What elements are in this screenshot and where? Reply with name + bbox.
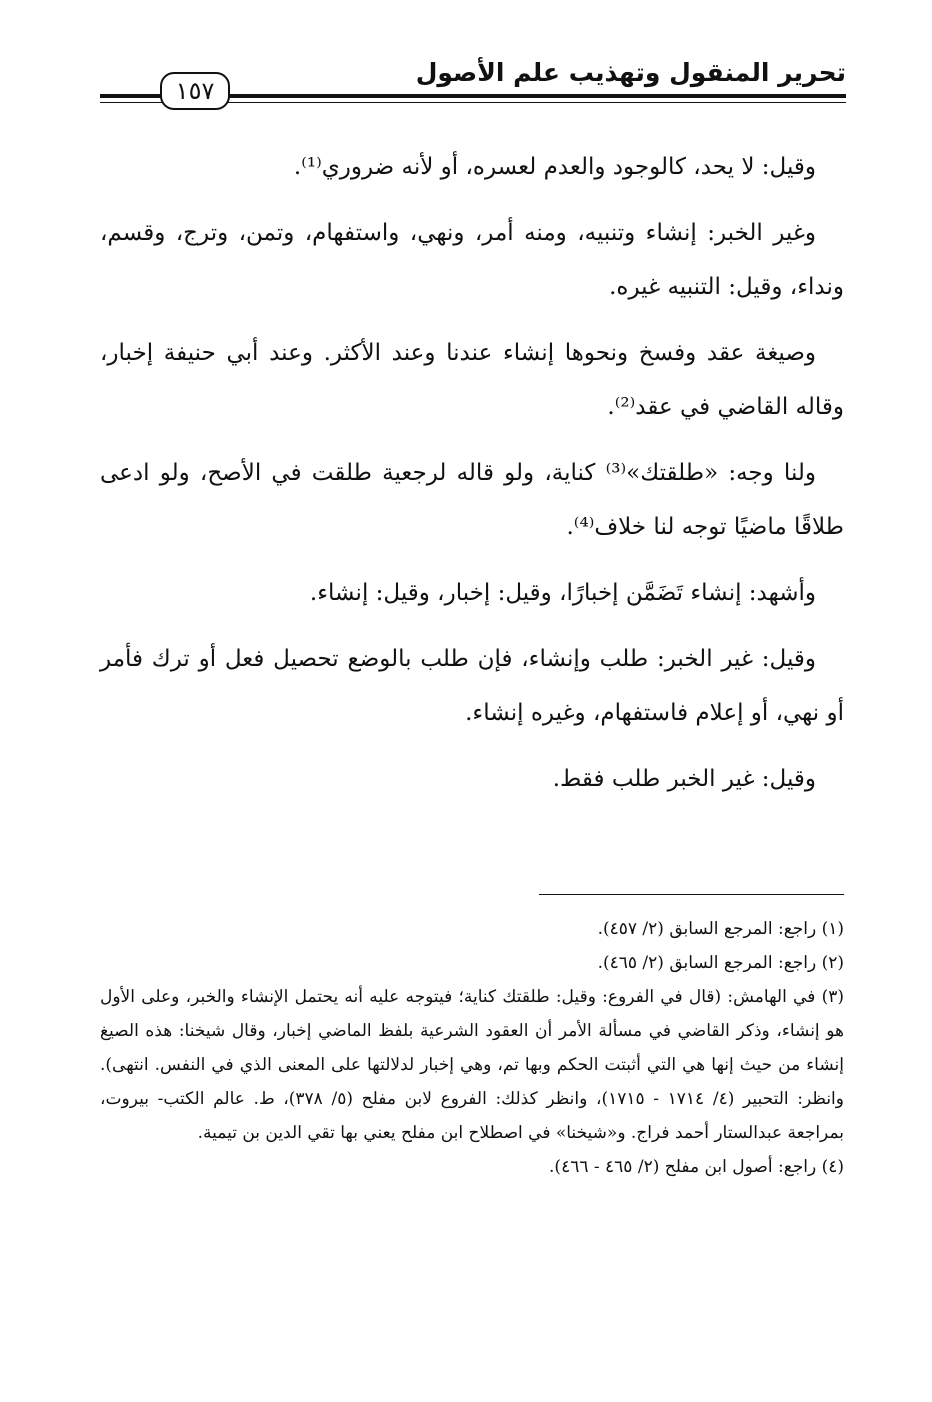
- paragraph: وقيل: لا يحد، كالوجود والعدم لعسره، أو لأنه ضروري⁽¹⁾.: [293, 154, 816, 180]
- footnote: (١) راجع: المرجع السابق (٢/ ٤٥٧).: [597, 919, 844, 939]
- paragraph: وغير الخبر: إنشاء وتنبيه، ومنه أمر، ونهي، واستفهام، وتمن، وترج، وقسم، ونداء، وقيل: التنبيه غيره.: [100, 220, 844, 300]
- paragraph: وقيل: غير الخبر طلب فقط.: [552, 766, 816, 792]
- footnote: (٢) راجع: المرجع السابق (٢/ ٤٦٥).: [597, 953, 844, 973]
- paragraph: وصيغة عقد وفسخ ونحوها إنشاء عندنا وعند الأكثر. وعند أبي حنيفة إخبار، وقاله القاضي في عقد⁽²⁾.: [100, 340, 844, 420]
- page-number-badge: ١٥٧: [160, 72, 230, 110]
- footnotes: [100, 912, 844, 1184]
- main-text: [100, 140, 844, 818]
- footnote: (٤) راجع: أصول ابن مفلح (٢/ ٤٦٥ - ٤٦٦).: [549, 1157, 844, 1177]
- footnote: (٣) في الهامش: (قال في الفروع: وقيل: طلقتك كناية؛ فيتوجه عليه أنه يحتمل الإنشاء والخبر، وعلى الأول هو إنشاء، وذكر القاضي في مسألة الأمر أن العقود الشرعية بلفظ الماضي إخبار، وقال شيخنا: هذه الصيغ إنشاء من حيث إنها هي التي أثبتت الحكم وبها تم، وهي إخبار لدلالتها على المعنى الذي في النفس. انتهى). وانظر: التحبير (٤/ ١٧١٤ - ١٧١٥)، وانظر كذلك: الفروع لابن مفلح (٥/ ٣٧٨)، ط. عالم الكتب- بيروت، بمراجعة عبدالستار أحمد فراج. و«شيخنا» في اصطلاح ابن مفلح يعني بها تقي الدين بن تيمية.: [100, 987, 844, 1143]
- footnote-separator: [539, 894, 844, 895]
- paragraph: وأشهد: إنشاء تَضَمَّن إخبارًا، وقيل: إخبار، وقيل: إنشاء.: [309, 580, 816, 606]
- paragraph: ولنا وجه: «طلقتك»⁽³⁾ كناية، ولو قاله لرجعية طلقت في الأصح، ولو ادعى طلاقًا ماضيًا توجه لنا خلاف⁽⁴⁾.: [100, 460, 844, 540]
- running-header-title: تحرير المنقول وتهذيب علم الأصول: [415, 58, 846, 87]
- paragraph: وقيل: غير الخبر: طلب وإنشاء، فإن طلب بالوضع تحصيل فعل أو ترك فأمر أو نهي، أو إعلام فاستفهام، وغيره إنشاء.: [100, 646, 844, 726]
